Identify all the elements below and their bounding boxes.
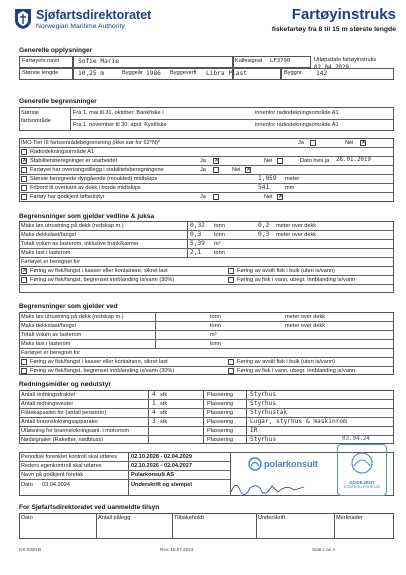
freeboard-checkbox[interactable] (21, 185, 27, 191)
other-row-4-u1: tonn (210, 341, 221, 347)
ice-row-2-u2: meter over dekk (276, 232, 317, 238)
stab-label: Stabilitetsberegninger er utarbeidet (30, 158, 118, 164)
ice-opt4-label: Føring av fisk i vann, ubegr. innblanding is/vann (237, 277, 356, 283)
company-value: Polarkonsult AS (131, 472, 174, 478)
ice-row-2-u1: tonn (214, 232, 225, 238)
area-label-1: Største (21, 110, 40, 116)
buildno-value: 142 (316, 70, 328, 77)
stab-date-label: Dato hvis ja (300, 158, 330, 164)
safety-row-2-place-label: Plassering (207, 401, 234, 407)
ice-row-1-u2: meter over dekk (276, 223, 317, 229)
stab-date-value: 28.01.2019 (336, 157, 371, 163)
safety-row-5-place-label: Plassering (207, 428, 234, 434)
sign-label: Underskrift og stempel (131, 482, 192, 488)
freeboard-label: Fribord til overkant av dekk i borde midtskips (30, 185, 141, 191)
footer-page: Side 1 av 4 (312, 547, 335, 552)
safety-row-1-qty: 4 (152, 391, 156, 398)
owner-check-value: 02.10.2026 - 02.04.2027 (131, 463, 192, 469)
other-opt3-checkbox[interactable] (21, 368, 27, 374)
imo-yes-label: Ja (298, 140, 304, 146)
other-opt4-checkbox[interactable] (228, 368, 234, 374)
ice-row-2-label: Maks dekkslast/fangst (21, 232, 77, 238)
imo-no-label: Nei (345, 140, 354, 146)
overice-no-checkbox[interactable]: ✕ (246, 167, 252, 173)
ice-opt3-label: Føring av fisk/fangst, begrenset innblanding is/vann (30%) (30, 277, 175, 283)
ice-row-1-label: Maks løs utrustning på dekk (redskap m.) (21, 223, 124, 229)
periodic-label: Periodisk forenklet kontroll skal utføres (21, 454, 118, 460)
control-date-label: Dato (21, 482, 33, 488)
footer-rev: Rev. 10.07.2023 (160, 547, 194, 552)
yard-label: Byggeverft (170, 70, 197, 76)
overice-no-label: Nei (232, 167, 241, 173)
safety-row-4-qty: 3 (152, 418, 156, 425)
lift-checkbox[interactable] (21, 194, 27, 200)
other-row-2-u2: meter over dekk (285, 323, 326, 329)
lift-yes-checkbox[interactable] (213, 194, 219, 200)
buildno-label: Byggnr. (284, 70, 303, 76)
safety-row-4-label: Antall brannslokningsapparater (21, 419, 99, 425)
callsign-value: LF3790 (270, 58, 291, 64)
imo-no-checkbox[interactable]: ✕ (361, 140, 367, 146)
ice-row-2-v1: 0,3 (190, 231, 202, 238)
periodic-value: 02.10.2028 - 02.04.2029 (131, 454, 192, 460)
safety-row-2-unit: stk (160, 401, 168, 407)
safety-row-3-unit: stk (160, 410, 168, 416)
safety-row-2-place: Styrhus (250, 400, 277, 407)
overice-checkbox[interactable] (21, 167, 27, 173)
safety-heading: Redningsmidler og nødutstyr (19, 381, 111, 388)
vessel-name-label: Fartøyets navn (19, 56, 73, 68)
lift-no-checkbox[interactable]: ✕ (278, 194, 284, 200)
stamp-logo-icon (347, 451, 377, 475)
freeboard-value: 541 (258, 184, 270, 191)
ice-row-3-v1: 5,39 (190, 240, 205, 247)
org-name-en: Norwegian Maritime Authority (36, 23, 125, 30)
period2-text: Fra 1. november til 30. april: Kystfiske (73, 122, 167, 128)
lift-label: Fartøy har godkjent løfteutstyr (30, 194, 105, 200)
vessel-name-value: Sofie Marie (78, 58, 119, 65)
safety-row-1-place-label: Plassering (207, 392, 234, 398)
length-label: Største lengde (19, 68, 73, 80)
ice-row-4-v1: 2,1 (190, 249, 202, 256)
limits-heading: Generelle begrensninger (19, 98, 97, 105)
other-opt4-label: Føring av fisk i vann, ubegr. innblanding is/vann (237, 368, 356, 374)
ice-opt4-checkbox[interactable] (228, 277, 234, 283)
nma-logo (14, 8, 32, 30)
callsign-label: Kallesignal (235, 58, 263, 64)
signature-icon (228, 478, 308, 498)
ice-opt1-checkbox[interactable]: ✕ (22, 268, 28, 274)
period1-note: innenfor radiodekningsområde A1 (255, 110, 339, 116)
year-value: 1986 (146, 70, 161, 77)
period1-text: Fra 1. mai til 31. oktober: Bankfiske I (73, 110, 164, 116)
ice-opt3-checkbox[interactable] (21, 277, 27, 283)
lift-yes-label: Ja (200, 194, 206, 200)
safety-row-1-label: Antall redningsdrakter (21, 392, 76, 398)
other-equipped-label: Fartøyet er beregnet for (21, 350, 81, 356)
expiry-value: 02.04.2029 (314, 65, 349, 71)
imo-label: IMO Tier III fartsområdebegrensning (ikke sør for 62°N)* (21, 140, 161, 146)
safety-row-4-unit: stk (160, 419, 168, 425)
ice-opt2-label: Føring av avsilt fisk i bulk (uten is/vann) (237, 268, 335, 274)
ice-row-3-label: Totalt volum av lasterom, inklusive trunk/karmer (21, 241, 139, 247)
safety-row-6-place: Styrhus (250, 436, 277, 443)
nma-col-date: Dato (21, 515, 33, 521)
safety-row-6-place-label: Plassering (207, 437, 234, 443)
ice-opt2-checkbox[interactable] (228, 268, 234, 274)
footer-form: KS-0320 B (19, 547, 42, 552)
other-row-1-u1: tonn (210, 314, 221, 320)
depth-unit: meter (285, 176, 300, 182)
radio-a1-checkbox[interactable] (21, 149, 27, 155)
ice-row-4-u1: tonn (214, 250, 225, 256)
overice-label: Fartøyet har overisingstillegg i stabilitetsberegningene (30, 167, 164, 173)
safety-row-1-place: Styrhus (250, 391, 277, 398)
ice-row-2-v2: 0,3 (258, 231, 270, 238)
depth-label: Største beregnede dypgående (moulded) midtskips (30, 176, 158, 182)
other-row-1-u2: meter over dekk (285, 314, 326, 320)
polarkonsult-logo-text: polarkonsult (264, 459, 319, 469)
other-opt3-label: Føring av fisk/fangst, begrenset innblanding is/vann (30%) (30, 368, 175, 374)
polarkonsult-logo-icon (248, 457, 262, 471)
safety-row-3-qty: 4 (152, 409, 156, 416)
nma-col-signature: Underskrift (258, 515, 286, 521)
ice-row-4-label: Maks last i lasterom (21, 250, 71, 256)
ice-row-1-v2: 0,2 (258, 222, 270, 229)
other-opt1-checkbox[interactable] (21, 359, 27, 365)
stab-no-checkbox[interactable] (277, 158, 283, 164)
company-label: Navn på godkjent foretak (21, 472, 84, 478)
area-label-2: fartsområde (21, 118, 51, 124)
safety-row-6-label: Nødsignaler (Raketter, nødbluss) (21, 437, 104, 443)
ice-row-1-v1: 0,32 (190, 222, 205, 229)
stamp-top-text: GODKJENT (349, 480, 375, 485)
owner-check-label: Reders egenkontroll skal utføres (21, 463, 102, 469)
page-subtitle: fiskefartøy fra 8 til 15 m største lengde (271, 26, 396, 33)
safety-row-2-label: Antall redningsvester (21, 401, 74, 407)
safety-row-4-place-label: Plassering (207, 419, 234, 425)
safety-row-5-place: IR (250, 427, 258, 434)
nma-col-remarks: Merknader (336, 515, 363, 521)
stab-no-label: Nei (264, 158, 273, 164)
crest-icon (14, 8, 32, 30)
overice-yes-checkbox[interactable] (213, 167, 219, 173)
other-row-2-label: Maks dekkslast/fangst (21, 323, 77, 329)
other-opt1-label: Føring av fisk/fangst i kasser eller kontainere, sikret last (30, 359, 168, 365)
freeboard-unit: mm (285, 185, 295, 191)
expiry-label: Utløpsdato fartøyinstruks (314, 57, 377, 63)
overice-yes-label: Ja (200, 167, 206, 173)
ice-row-1-u1: tonn (214, 223, 225, 229)
other-row-3-label: Totalt volum av lasterom (21, 332, 82, 338)
length-value: 10,25 m (78, 70, 105, 77)
safety-row-2-qty: 1 (152, 400, 156, 407)
lift-no-label: Nei (264, 194, 273, 200)
other-row-1-label: Maks løs utrustning på dekk (redskap m.) (21, 314, 124, 320)
other-opt2-checkbox[interactable] (228, 359, 234, 365)
other-row-3-u1: m³ (210, 332, 217, 338)
safety-row-1-unit: stk (160, 392, 168, 398)
ice-equipped-label: Fartøyet er beregnet for (21, 259, 81, 265)
nma-col-orders: Antall pålegg (98, 515, 131, 521)
polarkonsult-logo (248, 457, 318, 471)
ice-opt1-label: Føring av fisk/fangst i kasser eller kontainere, sikret last (30, 268, 168, 274)
other-row-2-u1: tonn (210, 323, 221, 329)
safety-row-5-label: Utløsning for brannslokningsanl. i motorrom (21, 428, 130, 434)
radio-a1-label: Radiodekningsområde A1 (30, 149, 95, 155)
ice-row-3-u1: m³ (214, 241, 221, 247)
imo-yes-checkbox[interactable] (310, 140, 316, 146)
stamp-bottom-text: KONTROLLFORETAK (343, 485, 381, 489)
nma-heading: For Sjøfartsdirektoratet ved uanmeldte tilsyn (19, 504, 160, 511)
stab-checkbox[interactable]: ✕ (22, 158, 28, 164)
depth-checkbox[interactable] (21, 176, 27, 182)
other-heading: Begrensninger som gjelder ved (19, 303, 118, 310)
safety-row-3-place-label: Plassering (207, 410, 234, 416)
nma-col-detained: Tilbakeholdt (174, 515, 204, 521)
approval-stamp (337, 436, 387, 496)
stamp-date: 03.04.24 (342, 436, 370, 442)
ice-heading: Begrensninger som gjelder vedline & juksa (19, 213, 155, 220)
page-title: Fartøyinstruks (291, 6, 396, 23)
stab-yes-label: Ja (200, 158, 206, 164)
safety-row-3-place: Styrhustak (250, 409, 288, 416)
stab-yes-checkbox[interactable]: ✕ (214, 158, 220, 164)
other-opt2-label: Føring av avsilt fisk i bulk (uten is/vann) (237, 359, 335, 365)
safety-row-4-place: Lugar, styrhus & maskinrom (250, 418, 347, 425)
other-row-4-label: Maks last i lasterom (21, 341, 71, 347)
org-name-no: Sjøfartsdirektoratet (36, 8, 152, 22)
yard-value: Libra Plast (206, 70, 247, 77)
period2-note: innenfor radiodekningsområde A1 (255, 122, 339, 128)
year-label: Byggeår (122, 70, 143, 76)
general-heading: Generelle opplysninger (19, 47, 93, 54)
control-date-value: 03.04.2024 (42, 482, 70, 488)
safety-row-3-label: Flåtekapasitet for (antall personer) (21, 410, 107, 416)
depth-value: 1,059 (258, 175, 277, 182)
